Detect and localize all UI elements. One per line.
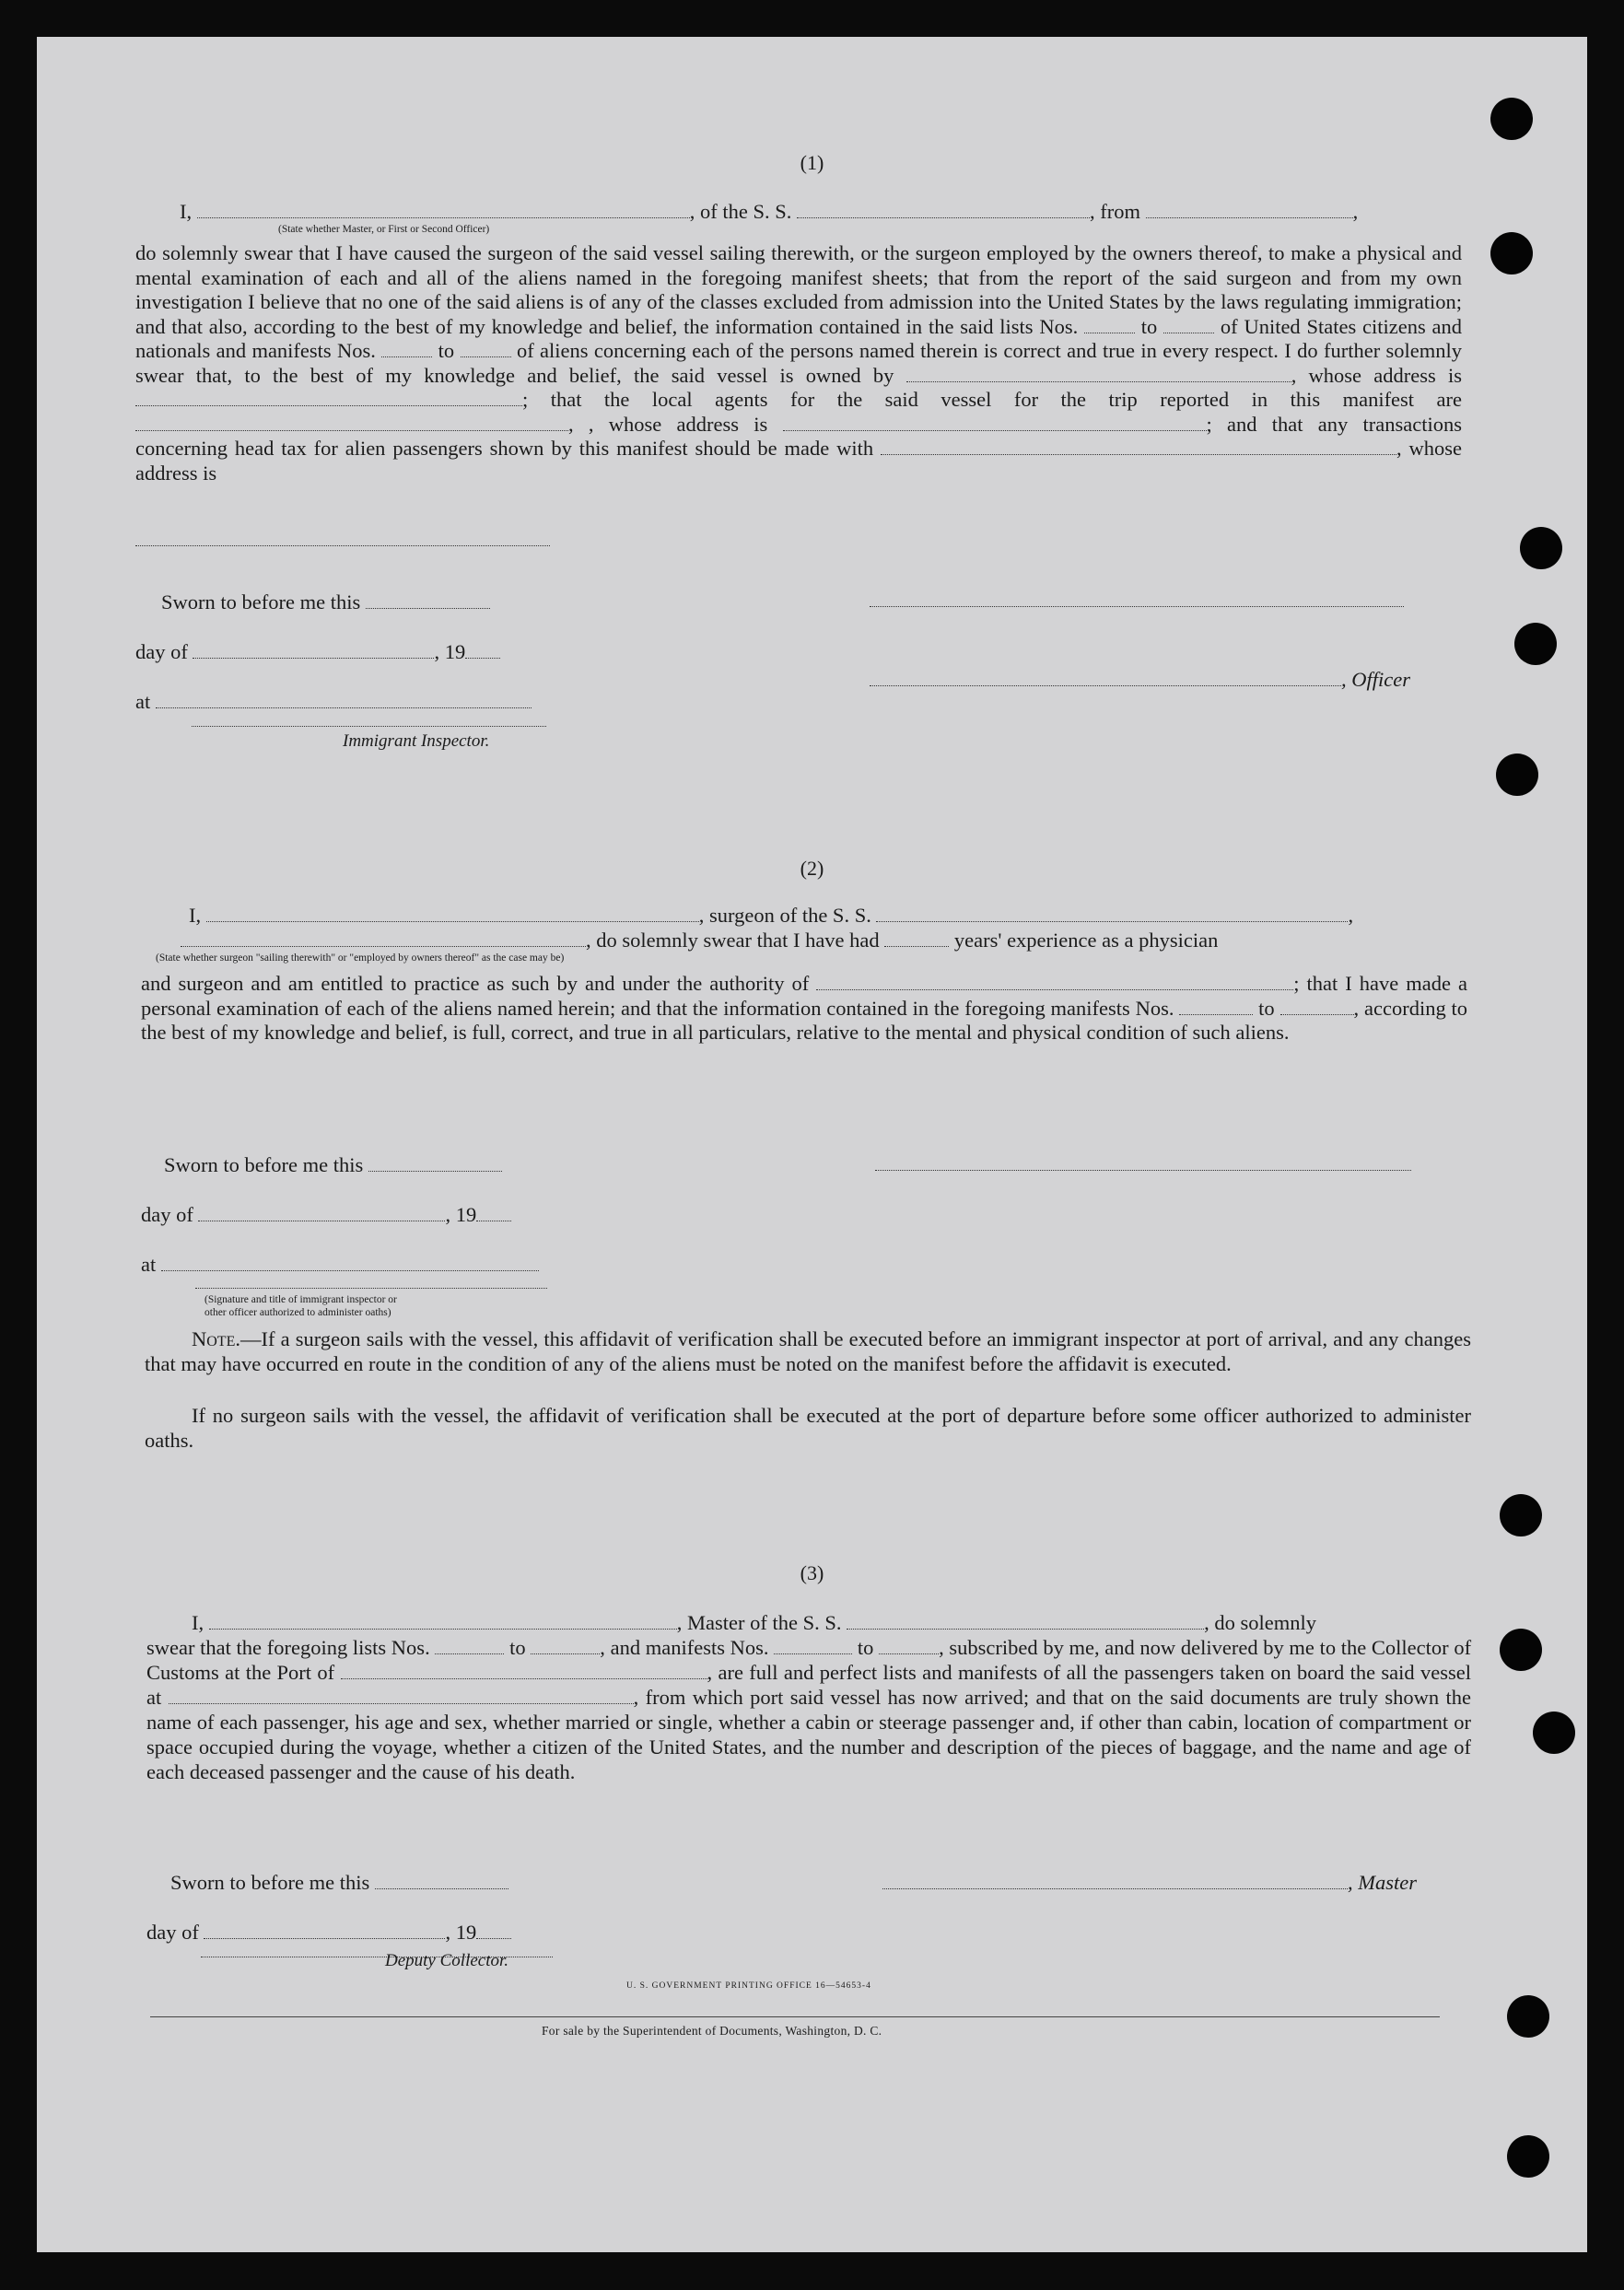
sec2-manifest-to-field[interactable]	[1280, 998, 1354, 1015]
sec2-day-line: day of , 19	[141, 1202, 511, 1227]
sec2-first-line: I, , surgeon of the S. S. ,	[189, 904, 1354, 927]
sec2-vessel-field[interactable]	[876, 903, 1348, 922]
inspector-signature-line[interactable]	[192, 726, 546, 727]
sec2-second-line: , do solemnly swear that I have had years' experience as a physician	[181, 928, 1218, 952]
from-port-field[interactable]	[1146, 199, 1353, 218]
vessel-name-field[interactable]	[797, 199, 1090, 218]
sec3-manifest-to-field[interactable]	[879, 1637, 939, 1654]
officer-rank-field[interactable]	[197, 199, 690, 218]
sec2-at-line: at	[141, 1252, 539, 1277]
sec1-first-line: I, , of the S. S. , from ,	[180, 200, 1359, 223]
citizen-list-from-field[interactable]	[1084, 316, 1135, 333]
sec1-sworn-line: Sworn to before me this	[161, 590, 490, 614]
sec2-sworn-place-field[interactable]	[161, 1252, 539, 1271]
vessel-owner-field[interactable]	[906, 365, 1291, 382]
sec3-manifest-from-field[interactable]	[774, 1637, 852, 1654]
sec2-sworn-year-field[interactable]	[476, 1202, 511, 1221]
officer-rank-hint: (State whether Master, or First or Second Officer)	[278, 224, 490, 235]
sworn-place-field[interactable]	[156, 689, 532, 708]
sec1-day-line: day of , 19	[135, 639, 500, 664]
sec1-at-line: at	[135, 689, 532, 714]
sec3-sworn-line: Sworn to before me this	[170, 1870, 508, 1895]
sec3-master-line: , Master	[882, 1870, 1417, 1895]
collector-port-field[interactable]	[341, 1662, 707, 1679]
sec3-list-from-field[interactable]	[435, 1637, 504, 1654]
sec2-signature-hint-2: other officer authorized to administer oaths)	[204, 1307, 391, 1318]
sec2-sworn-line: Sworn to before me this	[164, 1152, 502, 1177]
form-sheet	[37, 37, 1587, 2252]
head-tax-contact-field[interactable]	[881, 438, 1396, 455]
binder-hole	[1496, 754, 1538, 796]
alien-manifest-from-field[interactable]	[381, 340, 432, 357]
alien-manifest-to-field[interactable]	[461, 340, 511, 357]
footer-rule	[150, 2016, 1440, 2017]
section-3-number: (3)	[800, 1561, 824, 1584]
gpo-imprint: U. S. GOVERNMENT PRINTING OFFICE 16—54653-4	[626, 1981, 871, 1991]
sec3-sworn-year-field[interactable]	[476, 1920, 511, 1939]
sec2-sworn-day-field[interactable]	[368, 1152, 502, 1172]
binder-hole	[1490, 232, 1533, 275]
sworn-day-field[interactable]	[366, 590, 490, 609]
sec2-sworn-month-field[interactable]	[198, 1202, 445, 1221]
sec3-sworn-day-field[interactable]	[375, 1870, 508, 1889]
binder-hole	[1507, 1995, 1549, 2038]
citizen-list-to-field[interactable]	[1163, 316, 1214, 333]
owner-address-field[interactable]	[135, 389, 522, 406]
sec2-inspector-signature-line[interactable]	[195, 1288, 547, 1289]
surgeon-status-field[interactable]	[181, 928, 586, 947]
years-experience-field[interactable]	[884, 928, 949, 947]
agents-address-field[interactable]	[783, 414, 1207, 431]
section-1-number: (1)	[800, 151, 824, 174]
sec3-sworn-month-field[interactable]	[204, 1920, 445, 1939]
binder-hole	[1500, 1629, 1542, 1671]
sec2-note-second: If no surgeon sails with the vessel, the affidavit of verification shall be executed at the port of departure before some officer authorized to administer oaths.	[145, 1404, 1471, 1452]
binder-hole	[1520, 527, 1562, 569]
surgeon-status-hint: (State whether surgeon "sailing therewith" or "employed by owners thereof" as the case may be)	[156, 952, 565, 964]
binder-hole	[1490, 98, 1533, 140]
surgeon-name-field[interactable]	[206, 903, 699, 922]
sec2-manifest-from-field[interactable]	[1179, 998, 1253, 1015]
practice-authority-field[interactable]	[816, 973, 1293, 990]
binder-hole	[1507, 2135, 1549, 2178]
sec3-oath-text: swear that the foregoing lists Nos. to , and manifests Nos. to , subscribed by me, and now delivered by me to the Collector of Customs at the Port of , are full and perfect lists and manifests of all the passengers taken on board the said vessel at , from which port said vessel has now arrived; and that on the said documents are truly shown the name of each passenger, his age and sex, whether married or single, whether a cabin or steerage passenger and, if other than cabin, location of compartment or space occupied during the voyage, whether a citizen of the United States, and the number and description of the pieces of baggage, and the name and age of each deceased passenger and the cause of his death.	[146, 1636, 1472, 1783]
binder-hole	[1500, 1494, 1542, 1536]
binder-hole	[1514, 623, 1557, 665]
immigrant-inspector-label: Immigrant Inspector.	[343, 731, 490, 751]
officer-signature-line[interactable]	[870, 606, 1404, 607]
sec1-oath-text: do solemnly swear that I have caused the surgeon of the said vessel sailing therewith, or the surgeon employed by the owners thereof, to make a physical and mental examination of each and all of the aliens named in the foregoing manifest sheets; that from the report of the said surgeon and from my own investigation I believe that no one of the said aliens is of any of the classes excluded from admission into the United States by the laws regulating immigration; and that also, according to the best of my knowledge and belief, the information contained in the said lists Nos. to of United States citizens and nationals and manifests Nos. to of aliens concerning each of the persons named therein is correct and true in every respect. I do further solemnly swear that, to the best of my knowledge and belief, the said vessel is owned by , whose address is ; that the local agents for the said vessel for the trip reported in this manifest are , , whose address is ; and that any transactions concerning head tax for alien passengers shown by this manifest should be made with , whose address is	[135, 241, 1463, 485]
boarding-port-field[interactable]	[169, 1687, 634, 1704]
sale-notice: For sale by the Superintendent of Documents, Washington, D. C.	[542, 2024, 882, 2038]
sec3-day-line: day of , 19	[146, 1920, 511, 1945]
sec2-note: Note.—If a surgeon sails with the vessel, this affidavit of verification shall be executed before an immigrant inspector at port of arrival, and any changes that may have occurred en route in the condition of any of the aliens must be noted on the manifest before the affidavit is executed.	[145, 1327, 1471, 1375]
sec3-vessel-field[interactable]	[847, 1610, 1204, 1630]
local-agents-field[interactable]	[135, 414, 568, 431]
sec3-list-to-field[interactable]	[531, 1637, 600, 1654]
sec2-signature-hint-1: (Signature and title of immigrant inspector or	[204, 1294, 397, 1305]
binder-hole	[1533, 1712, 1575, 1754]
master-signature-field[interactable]	[882, 1870, 1348, 1889]
sec2-oath-text: and surgeon and am entitled to practice as such by and under the authority of ; that I have made a personal examination of each of the aliens named herein; and that the information contained in the foregoing manifests Nos. to , according to the best of my knowledge and belief, is full, correct, and true in all particulars, relative to the mental and physical condition of such aliens.	[141, 972, 1468, 1044]
section-2-number: (2)	[800, 857, 824, 880]
sec1-officer-line: , Officer	[870, 667, 1410, 692]
sec3-first-line: I, , Master of the S. S. , do solemnly	[192, 1611, 1316, 1634]
deputy-collector-label: Deputy Collector.	[385, 1951, 509, 1970]
surgeon-signature-line[interactable]	[875, 1170, 1411, 1171]
sworn-month-field[interactable]	[193, 639, 434, 659]
officer-title-field[interactable]	[870, 667, 1341, 686]
master-name-field[interactable]	[209, 1610, 677, 1630]
head-tax-address-field[interactable]	[135, 545, 550, 546]
sworn-year-field[interactable]	[465, 639, 500, 659]
